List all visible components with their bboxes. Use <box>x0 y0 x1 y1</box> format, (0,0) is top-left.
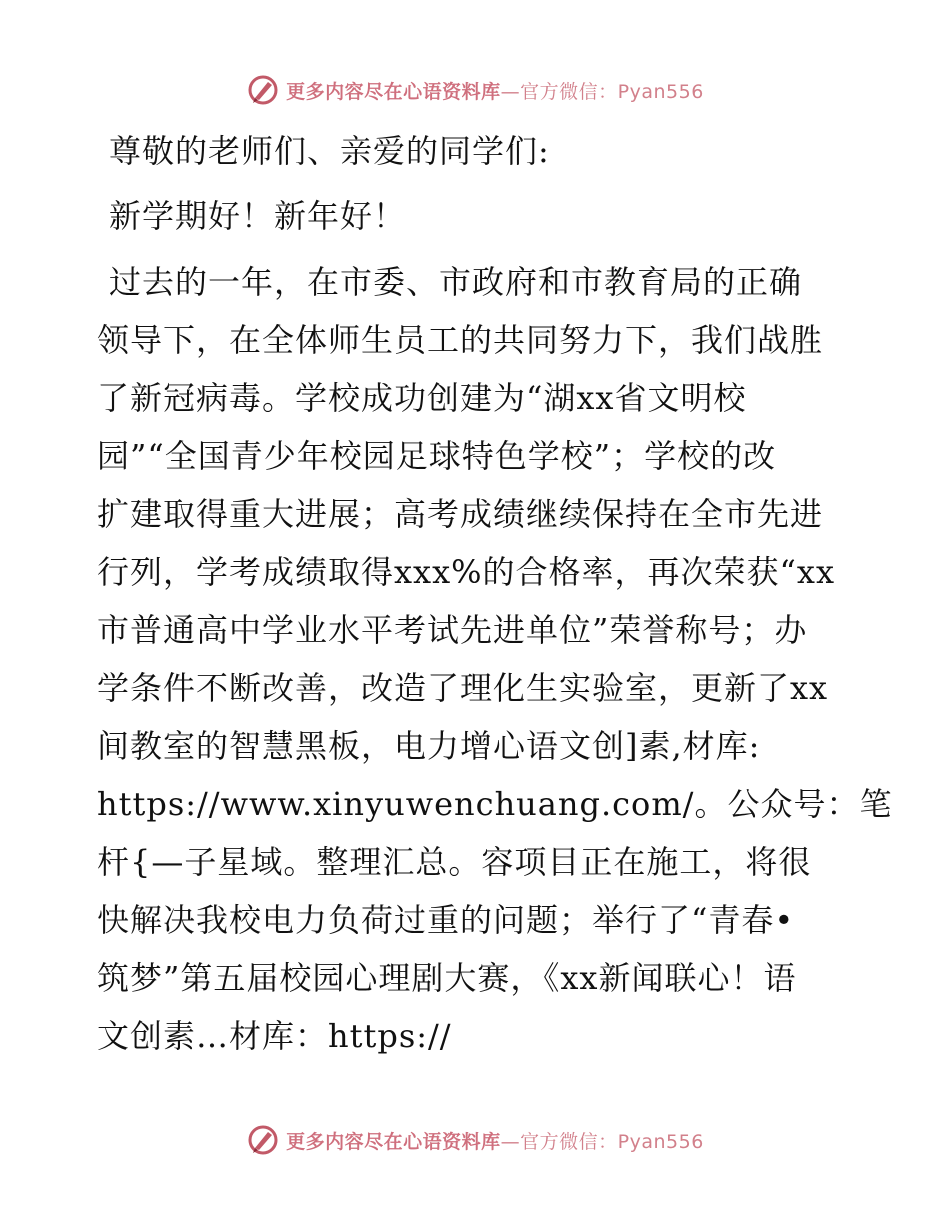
body-line: 快解决我校电力负荷过重的问题；举行了“青春• <box>97 901 795 939</box>
footer-banner-text: 更多内容尽在心语资料库—官方微信：Pyan556 <box>286 1130 704 1153</box>
body-line: 行列，学考成绩取得xxx%的合格率，再次荣获“xx <box>97 553 836 591</box>
body-line: https://www.xinyuwenchuang.com/。公众号：笔 <box>97 785 893 823</box>
body-line: 了新冠病毒。学校成功创建为“湖xx省文明校 <box>97 379 747 417</box>
greeting-line: 尊敬的老师们、亲爱的同学们: <box>109 132 550 170</box>
body-line: 间教室的智慧黑板，电力增心语文创]素,材库: <box>97 727 761 765</box>
body-paragraph <box>97 253 893 1065</box>
document-body <box>97 122 893 1065</box>
pen-logo-icon <box>246 1123 280 1157</box>
body-line: 市普通高中学业水平考试先进单位”荣誉称号；办 <box>97 611 808 649</box>
footer-watermark-banner <box>0 1120 950 1160</box>
body-line: 领导下，在全体师生员工的共同努力下，我们战胜 <box>97 321 824 359</box>
body-line: 杆{—子星域。整理汇总。容项目正在施工，将很 <box>97 843 812 881</box>
body-line: 扩建取得重大进展；高考成绩继续保持在全市先进 <box>97 495 824 533</box>
pen-logo-icon <box>246 73 280 107</box>
body-line: 筑梦”第五届校园心理剧大赛，《xx新闻联心！语 <box>97 959 797 997</box>
body-line: 过去的一年，在市委、市政府和市教育局的正确 <box>109 263 803 301</box>
header-watermark-banner <box>0 70 950 110</box>
new-year-line: 新学期好！新年好！ <box>109 197 407 235</box>
header-banner-text: 更多内容尽在心语资料库—官方微信：Pyan556 <box>286 80 704 103</box>
body-line: 园”“全国青少年校园足球特色学校”；学校的改 <box>97 437 777 475</box>
body-line: 文创素…材库：https:// <box>97 1017 452 1055</box>
body-line: 学条件不断改善，改造了理化生实验室，更新了xx <box>97 669 829 707</box>
